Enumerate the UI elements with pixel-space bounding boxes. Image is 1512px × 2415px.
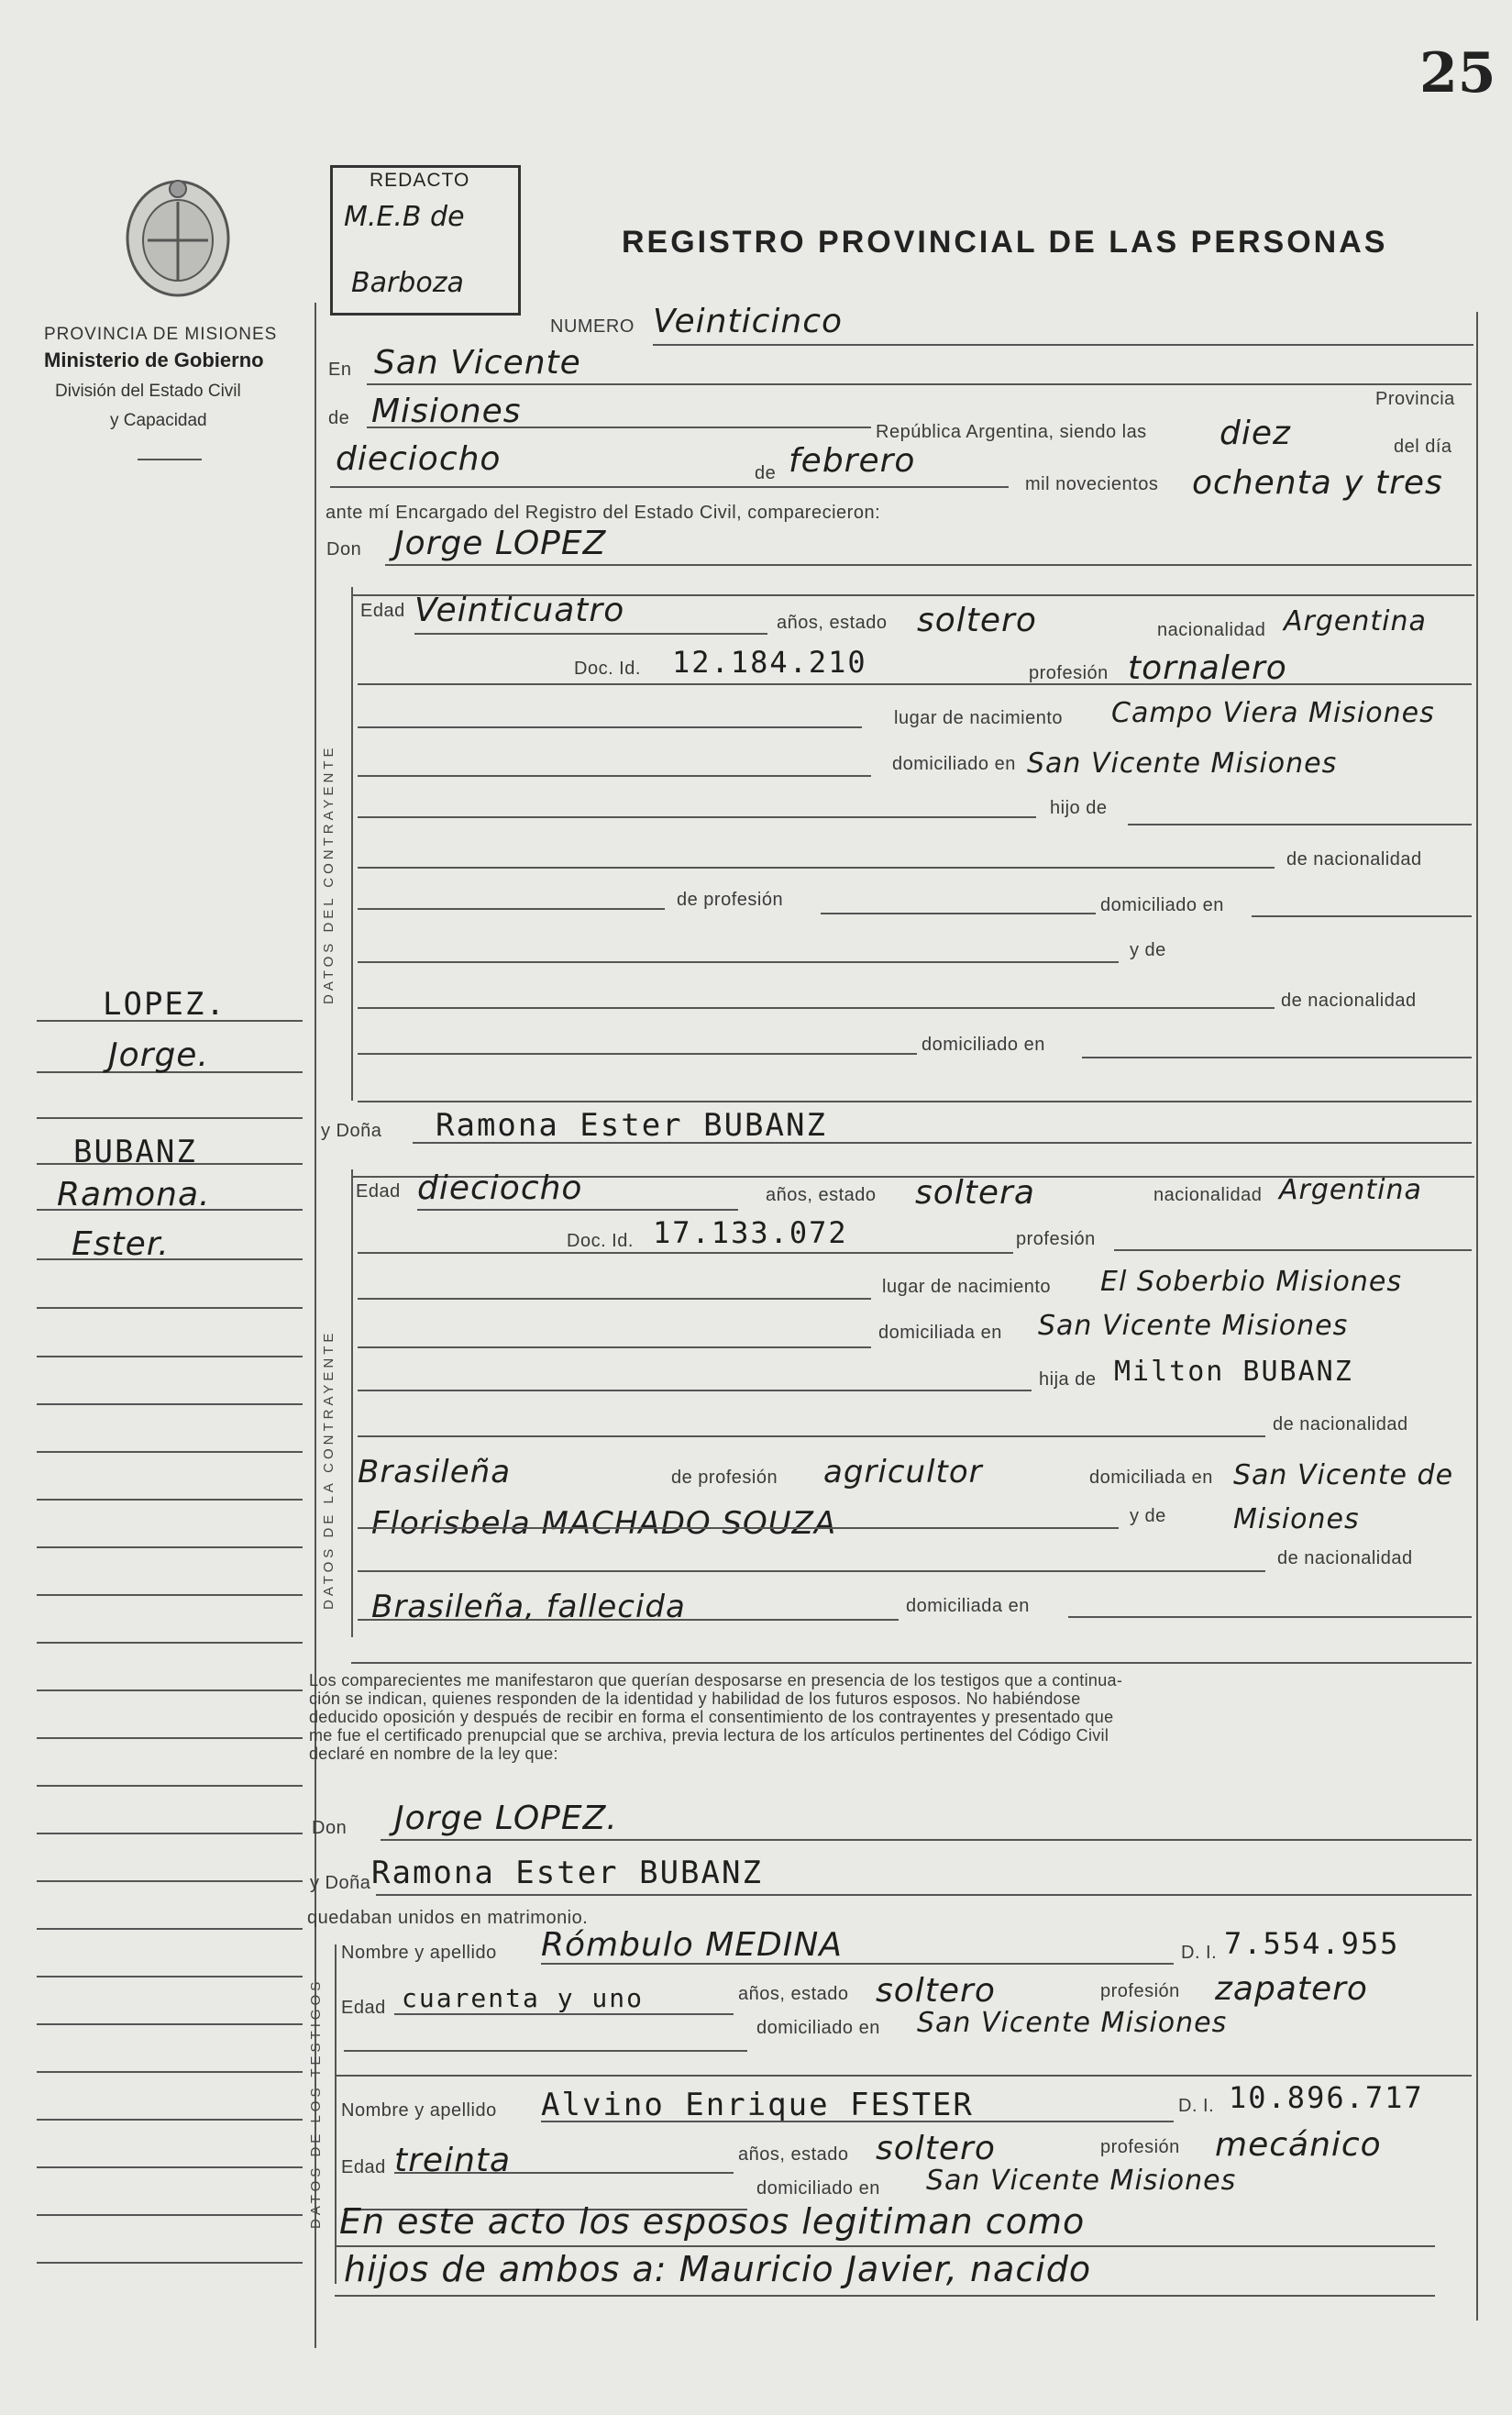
bride-name: Ramona Ester BUBANZ [436, 1107, 827, 1144]
groom-profession: tornalero [1128, 649, 1287, 687]
quedaban-label: quedaban unidos en matrimonio. [307, 1908, 589, 1928]
witness-section-border [335, 1944, 337, 2284]
w1-end-line [335, 2075, 1472, 2077]
numero-label: NUMERO [550, 316, 635, 337]
bride-mother-nationality-label: de nacionalidad [1277, 1548, 1413, 1568]
don-line [385, 564, 1472, 566]
right-frame-line [1476, 312, 1478, 2321]
w2-anos-estado-label: años, estado [738, 2144, 849, 2165]
note-line-1: En este acto los esposos legitiman como [339, 2201, 1086, 2242]
groom-age: Veinticuatro [414, 592, 625, 629]
w2-edad-line [394, 2172, 734, 2174]
legal-text-line-1: Los comparecientes me manifestaron que querían desposarse en presencia de los testigos que a continua- [309, 1671, 1123, 1689]
bride-yde-line [358, 1527, 1119, 1529]
witness2-age: treinta [394, 2142, 512, 2179]
dona-line [413, 1142, 1472, 1144]
margin-groom-given: Jorge. [108, 1036, 209, 1074]
groom-profesion-label: profesión [1029, 663, 1109, 683]
w1-domicile-label: domiciliado en [756, 2018, 880, 2038]
groom-yde-line [358, 961, 1119, 963]
bride-father-domicile-label: domiciliada en [1089, 1468, 1213, 1488]
witness1-profession: zapatero [1215, 1970, 1368, 2008]
legal-text [309, 1671, 1122, 1763]
record-day: dieciocho [336, 440, 502, 478]
groom-birthplace-line [358, 726, 862, 728]
bride-data-label: DATOS DE LA CONTRAYENTE [321, 1329, 337, 1610]
groom-nacionalidad-label: nacionalidad [1157, 620, 1266, 640]
witness2-di: 10.896.717 [1229, 2080, 1424, 2115]
bride-edad-label: Edad [356, 1181, 401, 1202]
capacity-name: y Capacidad [110, 411, 207, 430]
bride-mother-dom-line-2 [1068, 1616, 1472, 1618]
witness2-profession: mecánico [1215, 2126, 1382, 2164]
record-place: San Vicente [374, 344, 581, 382]
legal-text-line-3: deducido oposición y después de recibir en forma el consentimiento de los contrayentes y presentado que [309, 1708, 1114, 1726]
groom-data-label: DATOS DEL CONTRAYENTE [321, 744, 337, 1004]
bride-profesion-label: profesión [1016, 1229, 1096, 1249]
bride-mother-domicile-label: domiciliada en [906, 1596, 1030, 1616]
w1-dom-line [344, 2050, 747, 2052]
decl-dona-label: y Doña [310, 1873, 371, 1893]
bride-edad-line [417, 1209, 738, 1211]
decl-don-label: Don [312, 1818, 348, 1838]
w1-anos-estado-label: años, estado [738, 1984, 849, 2004]
witness1-status: soltero [876, 1972, 996, 2010]
witness1-di: 7.554.955 [1224, 1926, 1400, 1961]
en-line [367, 383, 1472, 385]
groom-birthplace-label: lugar de nacimiento [894, 708, 1064, 728]
legal-text-line-4: me fue el certificado prenupcial que se archiva, previa lectura de los artículos pertinentes del Código Civil [309, 1726, 1109, 1745]
groom-name: Jorge LOPEZ [394, 525, 607, 562]
w2-name-label: Nombre y apellido [341, 2100, 497, 2121]
bride-prof-line [1114, 1249, 1472, 1251]
province-name: PROVINCIA DE MISIONES [44, 325, 278, 344]
bride-mother: Florisbela MACHADO SOUZA [371, 1505, 837, 1542]
de-label: de [328, 408, 350, 428]
don-label: Don [326, 539, 362, 559]
bride-father-nationality-label: de nacionalidad [1273, 1414, 1408, 1435]
stamp-signature: Barboza [351, 267, 464, 299]
groom-mother-domicile-label: domiciliado en [922, 1035, 1045, 1055]
republica-label: República Argentina, siendo las [876, 422, 1147, 442]
groom-father-nationality-label: de nacionalidad [1286, 849, 1422, 870]
groom-nationality: Argentina [1284, 605, 1427, 637]
bride-mother-nationality: Brasileña, fallecida [371, 1589, 686, 1625]
bride-nacionalidad-label: nacionalidad [1153, 1185, 1263, 1205]
provincia-label: Provincia [1375, 389, 1455, 409]
margin-bride-surname: BUBANZ [73, 1134, 197, 1170]
bride-father-profession-label: de profesión [671, 1468, 778, 1488]
bride-hija-line [358, 1390, 1032, 1391]
groom-mother-dom-line [358, 1053, 917, 1055]
w2-di-label: D. I. [1178, 2096, 1215, 2116]
w1-edad-line [394, 2013, 734, 2015]
w2-edad-label: Edad [341, 2157, 386, 2177]
record-month: febrero [789, 442, 916, 480]
bride-father-domicile: San Vicente de Misiones [1233, 1459, 1454, 1535]
witness1-domicile: San Vicente Misiones [917, 2007, 1228, 2039]
groom-section-border [351, 587, 353, 1101]
page-number: 25 [1419, 41, 1496, 105]
drafting-stamp [330, 165, 521, 316]
bride-doc-line [358, 1252, 1013, 1254]
bride-birthplace-line [358, 1298, 871, 1300]
en-label: En [328, 360, 352, 380]
witness1-name: Rómbulo MEDINA [541, 1926, 843, 1964]
bride-domicile-line [358, 1346, 871, 1348]
mil-label: mil novecientos [1025, 474, 1159, 494]
w2-name-line [541, 2121, 1174, 2122]
groom-doc: 12.184.210 [672, 645, 867, 680]
groom-domicile: San Vicente Misiones [1027, 748, 1338, 780]
w1-edad-label: Edad [341, 1998, 386, 2018]
bride-domicile: San Vicente Misiones [1038, 1310, 1349, 1342]
w2-profesion-label: profesión [1100, 2137, 1180, 2157]
w2-domicile-label: domiciliado en [756, 2178, 880, 2199]
margin-groom-surname: LOPEZ. [103, 986, 226, 1023]
groom-domicile-label: domiciliado en [892, 754, 1016, 774]
bride-birthplace: El Soberbio Misiones [1100, 1266, 1402, 1298]
ante-label: ante mí Encargado del Registro del Estado Civil, comparecieron: [326, 503, 881, 523]
groom-prof-line-c [1252, 915, 1472, 917]
header-divider [138, 459, 202, 460]
bride-father-nat-line [358, 1435, 1265, 1437]
groom-birthplace: Campo Viera Misiones [1111, 697, 1435, 729]
bride-father-nationality: Brasileña [358, 1454, 512, 1490]
bride-nationality: Argentina [1279, 1174, 1422, 1206]
bride-father: Milton BUBANZ [1114, 1356, 1353, 1388]
groom-mother-nat-line [358, 1007, 1275, 1009]
record-year: ochenta y tres [1192, 464, 1443, 502]
del-dia-label: del día [1394, 437, 1452, 457]
decl-bride: Ramona Ester BUBANZ [371, 1855, 763, 1891]
division-name: División del Estado Civil [55, 382, 241, 401]
groom-father-domicile-label: domiciliado en [1100, 895, 1224, 915]
groom-y-de-label: y de [1130, 940, 1166, 960]
w1-profesion-label: profesión [1100, 1981, 1180, 2001]
witness2-domicile: San Vicente Misiones [926, 2165, 1237, 2197]
stamp-label: REDACTO [370, 170, 470, 191]
w1-name-line [541, 1963, 1174, 1965]
groom-mother-nationality-label: de nacionalidad [1281, 991, 1417, 1011]
bride-doc: 17.133.072 [653, 1215, 848, 1250]
note-line-2: hijos de ambos a: Mauricio Javier, nacido [344, 2249, 1092, 2289]
bride-birthplace-label: lugar de nacimiento [882, 1277, 1052, 1297]
bride-y-de-label: y de [1130, 1506, 1166, 1526]
margin-bride-given-2: Ester. [72, 1225, 170, 1263]
note-line-1-rule [335, 2245, 1435, 2247]
bride-doc-label: Doc. Id. [567, 1231, 634, 1251]
bride-age: dieciocho [417, 1169, 583, 1207]
bride-hija-de-label: hija de [1039, 1369, 1097, 1390]
groom-prof-line-b [821, 913, 1096, 914]
groom-doc-label: Doc. Id. [574, 659, 641, 679]
bride-section-border [351, 1169, 353, 1637]
groom-hijo-line [358, 816, 1036, 818]
legal-text-line-2: ción se indican, quienes responden de la identidad y habilidad de los futuros esposos. No habiéndose [309, 1689, 1081, 1708]
stamp-initials: M.E.B de [344, 201, 465, 233]
groom-prof-line-a [358, 908, 665, 910]
groom-hijo-de-label: hijo de [1050, 798, 1108, 818]
witness2-status: soltero [876, 2130, 996, 2167]
bride-section-end-line [351, 1662, 1472, 1664]
witness-data-label: DATOS DE LOS TESTIGOS [308, 1977, 324, 2229]
coat-of-arms-icon [116, 174, 240, 307]
witness2-name: Alvino Enrique FESTER [541, 2087, 974, 2123]
witness1-age: cuarenta y uno [402, 1983, 645, 2013]
groom-hijo-line-2 [1128, 824, 1472, 825]
groom-status: soltero [917, 602, 1037, 639]
groom-nat-line [358, 867, 1275, 869]
margin-bride-given-1: Ramona. [57, 1176, 211, 1213]
groom-edad-label: Edad [360, 601, 405, 621]
groom-edad-line [414, 633, 767, 635]
w1-name-label: Nombre y apellido [341, 1943, 497, 1963]
dona-label: y Doña [321, 1121, 382, 1141]
province-line [367, 427, 871, 428]
groom-domicile-line [358, 775, 871, 777]
decl-groom: Jorge LOPEZ. [394, 1800, 618, 1837]
decl-don-line [381, 1839, 1472, 1841]
bride-status: soltera [915, 1174, 1035, 1212]
record-province: Misiones [371, 393, 522, 430]
bride-anos-estado-label: años, estado [766, 1185, 877, 1205]
groom-anos-estado-label: años, estado [777, 613, 888, 633]
bride-mother-dom-line [358, 1619, 899, 1621]
w1-di-label: D. I. [1181, 1943, 1218, 1963]
numero-line [653, 344, 1473, 346]
bride-mother-nat-line [358, 1570, 1265, 1572]
ministry-name: Ministerio de Gobierno [44, 349, 264, 371]
record-hour: diez [1220, 415, 1291, 452]
record-number: Veinticinco [653, 303, 844, 340]
date-line [330, 486, 1009, 488]
bride-domicile-label: domiciliada en [878, 1323, 1002, 1343]
groom-section-end-line [358, 1101, 1472, 1102]
groom-doc-line [358, 683, 1472, 685]
decl-dona-line [376, 1894, 1472, 1896]
groom-mother-dom-line-2 [1082, 1057, 1472, 1058]
legal-text-line-5: declaré en nombre de la ley que: [309, 1745, 558, 1763]
page-title: REGISTRO PROVINCIAL DE LAS PERSONAS [622, 225, 1388, 260]
de-month-label: de [755, 463, 777, 483]
note-line-2-rule [335, 2295, 1435, 2297]
groom-father-profession-label: de profesión [677, 890, 784, 910]
bride-father-profession: agricultor [823, 1454, 983, 1490]
